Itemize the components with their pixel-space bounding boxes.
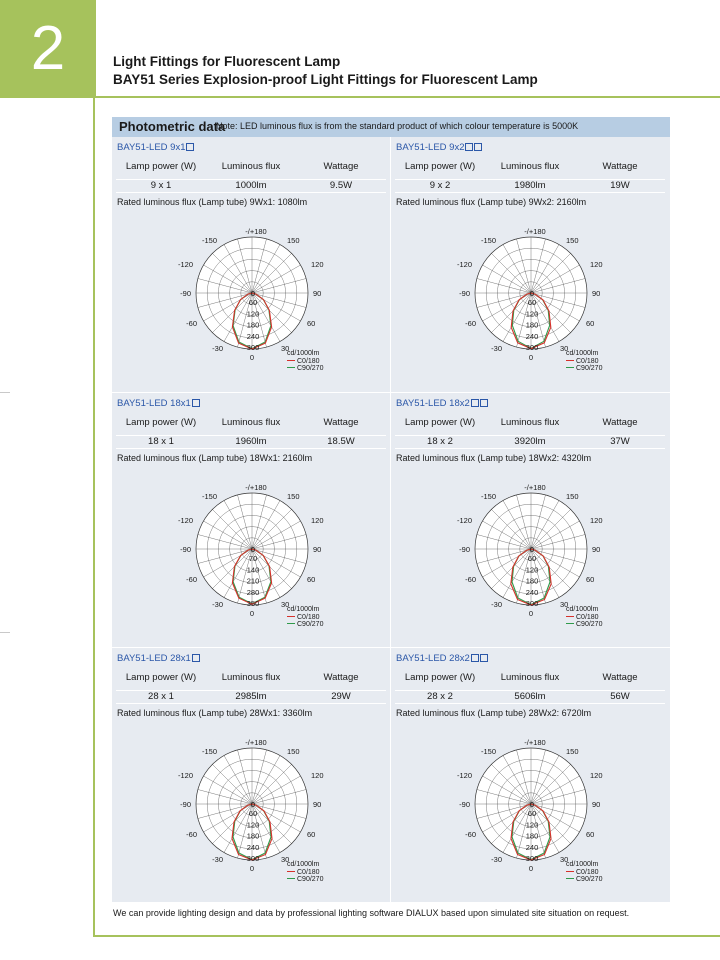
- angle-label: 150: [287, 747, 300, 756]
- angle-label: 60: [307, 830, 316, 839]
- angle-label: 90: [313, 289, 322, 298]
- col-header-wattage: Wattage: [575, 666, 665, 690]
- wattage-value: 18.5W: [296, 435, 386, 448]
- legend-label: C90/270: [297, 365, 324, 372]
- angle-label: 150: [566, 236, 579, 245]
- placeholder-box-icon: [474, 143, 482, 151]
- angle-label: -120: [456, 260, 472, 269]
- legend-item-c90: [287, 621, 323, 629]
- angle-label: 0: [528, 353, 534, 362]
- rated-flux: Rated luminous flux (Lamp tube) 9Wx1: 1080lm: [117, 197, 308, 207]
- angle-label: -120: [177, 771, 193, 780]
- ring-label: 60: [248, 809, 258, 819]
- green-line-icon: [566, 623, 574, 624]
- legend-label: C0/180: [297, 357, 320, 365]
- ring-label: 210: [246, 576, 260, 586]
- legend-unit: cd/1000lm: [287, 861, 320, 868]
- lamp-power-value: 9 x 2: [395, 179, 485, 192]
- model-label: BAY51-LED 18x2: [396, 398, 470, 409]
- legend-label: C90/270: [297, 621, 324, 628]
- legend-item-c90: [566, 621, 602, 629]
- table-row: [395, 435, 665, 448]
- table-row: [116, 179, 386, 192]
- legend-unit: cd/1000lm: [287, 606, 320, 613]
- angle-label: 60: [586, 575, 595, 584]
- angle-label: -30: [212, 344, 223, 353]
- angle-label: -150: [480, 747, 496, 756]
- legend-unit: cd/1000lm: [287, 350, 320, 357]
- ring-label: 180: [525, 320, 539, 330]
- ring-label: 300: [525, 599, 539, 608]
- ring-label: 0: [529, 289, 535, 298]
- lamp-power-value: 9 x 1: [116, 179, 206, 192]
- angle-label: 90: [313, 800, 322, 809]
- table-row: [395, 690, 665, 703]
- angle-label: 150: [566, 747, 579, 756]
- col-header-lamp-power: Lamp power (W): [116, 155, 206, 179]
- angle-label: 60: [586, 319, 595, 328]
- ring-label: 0: [250, 289, 256, 298]
- ring-label: 180: [525, 831, 539, 841]
- lamp-power-value: 28 x 1: [116, 690, 206, 703]
- green-line-icon: [287, 623, 295, 624]
- legend-label: C0/180: [576, 868, 599, 876]
- col-header-wattage: Wattage: [575, 155, 665, 179]
- angle-label: 0: [249, 609, 255, 618]
- angle-label: -60: [186, 575, 197, 584]
- angle-label: -60: [465, 830, 476, 839]
- photometric-cell: [112, 648, 390, 903]
- bottom-rule: [93, 935, 720, 937]
- angle-label: 120: [590, 260, 603, 269]
- green-line-icon: [287, 878, 295, 879]
- legend-label: C0/180: [576, 613, 599, 621]
- polar-diagram: [456, 734, 606, 876]
- col-header-lamp-power: Lamp power (W): [116, 666, 206, 690]
- angle-label: -30: [491, 344, 502, 353]
- wattage-value: 9.5W: [296, 179, 386, 192]
- ring-label: 240: [525, 587, 539, 597]
- legend-item-c90: [287, 876, 323, 884]
- table-row: [116, 435, 386, 448]
- table-row: [395, 179, 665, 192]
- luminous-flux-value: 2985lm: [206, 690, 296, 703]
- angle-label: 90: [313, 545, 322, 554]
- angle-label: -150: [201, 236, 217, 245]
- table-header-row: [116, 411, 386, 435]
- angle-label: 0: [249, 864, 255, 873]
- wattage-value: 19W: [575, 179, 665, 192]
- spec-table: [395, 666, 665, 704]
- angle-label: 0: [249, 353, 255, 362]
- ring-label: 60: [527, 809, 537, 819]
- col-header-luminous-flux: Luminous flux: [485, 155, 575, 179]
- ring-label: 0: [250, 800, 256, 809]
- lamp-power-value: 18 x 1: [116, 435, 206, 448]
- angle-label: -/+180: [245, 483, 267, 492]
- wattage-value: 37W: [575, 435, 665, 448]
- angle-label: 60: [586, 830, 595, 839]
- model-label: BAY51-LED 9x2: [396, 142, 465, 153]
- table-header-row: [395, 411, 665, 435]
- polar-diagram: [177, 479, 327, 621]
- angle-label: -60: [465, 319, 476, 328]
- ring-label: 120: [525, 309, 539, 319]
- legend-item-c90: [566, 876, 602, 884]
- angle-label: 30: [560, 344, 569, 353]
- polar-diagram: [456, 479, 606, 621]
- ring-label: 0: [250, 545, 256, 554]
- margin-mark: [0, 632, 10, 633]
- legend-unit: cd/1000lm: [566, 350, 599, 357]
- ring-label: 140: [246, 565, 260, 575]
- photometric-cell: [112, 393, 390, 648]
- model-label: BAY51-LED 18x1: [117, 398, 191, 409]
- ring-label: 300: [246, 854, 260, 863]
- angle-label: 120: [311, 516, 324, 525]
- angle-label: 120: [590, 771, 603, 780]
- table-header-row: [395, 155, 665, 179]
- angle-label: -60: [465, 575, 476, 584]
- legend-label: C0/180: [297, 868, 320, 876]
- photometric-cell: [112, 137, 390, 392]
- ring-label: 180: [525, 576, 539, 586]
- placeholder-box-icon: [471, 654, 479, 662]
- angle-label: -90: [180, 545, 191, 554]
- angle-label: -90: [180, 800, 191, 809]
- legend-item-c90: [287, 365, 323, 373]
- green-line-icon: [566, 878, 574, 879]
- angle-label: -90: [459, 545, 470, 554]
- col-header-luminous-flux: Luminous flux: [485, 411, 575, 435]
- ring-label: 240: [525, 842, 539, 852]
- angle-label: -/+180: [245, 227, 267, 236]
- spec-table: [116, 666, 386, 704]
- placeholder-box-icon: [480, 399, 488, 407]
- ring-label: 240: [246, 842, 260, 852]
- header-rule: [96, 96, 720, 98]
- angle-label: -150: [480, 236, 496, 245]
- page-title: Light Fittings for Fluorescent Lamp: [113, 54, 341, 69]
- model-name: [396, 653, 488, 664]
- angle-label: -60: [186, 830, 197, 839]
- footnote: We can provide lighting design and data by professional lighting software DIALUX based upon simulated site situation on request.: [113, 908, 630, 918]
- angle-label: 120: [311, 260, 324, 269]
- spec-table: [395, 155, 665, 193]
- lamp-power-value: 28 x 2: [395, 690, 485, 703]
- angle-label: -30: [212, 855, 223, 864]
- chapter-tab: [0, 0, 96, 98]
- ring-label: 60: [527, 298, 537, 308]
- ring-label: 120: [246, 309, 260, 319]
- col-header-lamp-power: Lamp power (W): [116, 411, 206, 435]
- angle-label: 90: [592, 800, 601, 809]
- angle-label: 90: [592, 289, 601, 298]
- legend-label: C90/270: [576, 621, 603, 628]
- angle-label: 60: [307, 319, 316, 328]
- angle-label: -120: [456, 771, 472, 780]
- ring-label: 240: [246, 331, 260, 341]
- angle-label: -30: [491, 600, 502, 609]
- ring-label: 0: [529, 545, 535, 554]
- model-label: BAY51-LED 9x1: [117, 142, 186, 153]
- model-name: [396, 142, 482, 153]
- angle-label: 30: [281, 344, 290, 353]
- col-header-wattage: Wattage: [575, 411, 665, 435]
- legend-unit: cd/1000lm: [566, 861, 599, 868]
- angle-label: 0: [528, 609, 534, 618]
- ring-label: 180: [246, 831, 260, 841]
- ring-label: 240: [525, 331, 539, 341]
- rated-flux: Rated luminous flux (Lamp tube) 9Wx2: 2160lm: [396, 197, 587, 207]
- legend-unit: cd/1000lm: [566, 606, 599, 613]
- model-label: BAY51-LED 28x1: [117, 653, 191, 664]
- angle-label: -/+180: [524, 738, 546, 747]
- photometric-cell: [391, 137, 669, 392]
- col-header-wattage: Wattage: [296, 155, 386, 179]
- table-header-row: [116, 666, 386, 690]
- ring-label: 60: [527, 554, 537, 564]
- polar-diagram: [456, 223, 606, 365]
- angle-label: -60: [186, 319, 197, 328]
- angle-label: 0: [528, 864, 534, 873]
- angle-label: -30: [491, 855, 502, 864]
- angle-label: 120: [590, 516, 603, 525]
- angle-label: 60: [307, 575, 316, 584]
- rated-flux: Rated luminous flux (Lamp tube) 28Wx2: 6720lm: [396, 708, 592, 718]
- photometric-panel: [112, 117, 670, 902]
- section-title: Photometric data: [119, 119, 226, 134]
- angle-label: -120: [177, 260, 193, 269]
- legend-label: C90/270: [576, 876, 603, 883]
- angle-label: 120: [311, 771, 324, 780]
- margin-mark: [0, 392, 10, 393]
- photometric-cell: [391, 648, 669, 903]
- polar-diagram: [177, 734, 327, 876]
- angle-label: -/+180: [245, 738, 267, 747]
- angle-label: -120: [456, 516, 472, 525]
- page-subtitle: BAY51 Series Explosion-proof Light Fittings for Fluorescent Lamp: [113, 72, 538, 87]
- legend-label: C90/270: [576, 365, 603, 372]
- wattage-value: 29W: [296, 690, 386, 703]
- placeholder-box-icon: [186, 143, 194, 151]
- col-header-lamp-power: Lamp power (W): [395, 411, 485, 435]
- ring-label: 120: [525, 820, 539, 830]
- rated-flux: Rated luminous flux (Lamp tube) 18Wx2: 4320lm: [396, 453, 592, 463]
- ring-label: 120: [246, 820, 260, 830]
- placeholder-box-icon: [192, 654, 200, 662]
- angle-label: -/+180: [524, 483, 546, 492]
- angle-label: 30: [281, 855, 290, 864]
- luminous-flux-value: 5606lm: [485, 690, 575, 703]
- col-header-luminous-flux: Luminous flux: [485, 666, 575, 690]
- ring-label: 300: [246, 343, 260, 352]
- polar-diagram: [177, 223, 327, 365]
- col-header-lamp-power: Lamp power (W): [395, 666, 485, 690]
- legend-item-c90: [566, 365, 602, 373]
- angle-label: -120: [177, 516, 193, 525]
- col-header-lamp-power: Lamp power (W): [395, 155, 485, 179]
- luminous-flux-value: 1000lm: [206, 179, 296, 192]
- col-header-luminous-flux: Luminous flux: [206, 666, 296, 690]
- model-label: BAY51-LED 28x2: [396, 653, 470, 664]
- spec-table: [116, 411, 386, 449]
- luminous-flux-value: 1960lm: [206, 435, 296, 448]
- section-note: Note: LED luminous flux is from the standard product of which colour temperature is 5000K: [216, 121, 579, 131]
- angle-label: 30: [560, 600, 569, 609]
- angle-label: 90: [592, 545, 601, 554]
- model-name: [117, 142, 194, 153]
- ring-label: 70: [248, 554, 258, 564]
- wattage-value: 56W: [575, 690, 665, 703]
- angle-label: -30: [212, 600, 223, 609]
- ring-label: 180: [246, 320, 260, 330]
- angle-label: 150: [287, 236, 300, 245]
- model-name: [396, 398, 488, 409]
- table-row: [116, 690, 386, 703]
- angle-label: -/+180: [524, 227, 546, 236]
- ring-label: 280: [246, 587, 260, 597]
- panel-header: [112, 117, 670, 137]
- model-name: [117, 653, 200, 664]
- rated-flux: Rated luminous flux (Lamp tube) 18Wx1: 2160lm: [117, 453, 313, 463]
- chapter-number: 2: [30, 14, 66, 83]
- col-header-wattage: Wattage: [296, 411, 386, 435]
- legend-label: C0/180: [297, 613, 320, 621]
- ring-label: 300: [525, 343, 539, 352]
- placeholder-box-icon: [465, 143, 473, 151]
- angle-label: -90: [459, 289, 470, 298]
- lamp-power-value: 18 x 2: [395, 435, 485, 448]
- luminous-flux-value: 3920lm: [485, 435, 575, 448]
- photometric-cell: [391, 393, 669, 648]
- table-header-row: [116, 155, 386, 179]
- angle-label: -150: [201, 747, 217, 756]
- angle-label: -90: [459, 800, 470, 809]
- angle-label: -90: [180, 289, 191, 298]
- green-line-icon: [566, 367, 574, 368]
- spec-table: [395, 411, 665, 449]
- ring-label: 120: [525, 565, 539, 575]
- luminous-flux-value: 1980lm: [485, 179, 575, 192]
- angle-label: -150: [480, 492, 496, 501]
- col-header-wattage: Wattage: [296, 666, 386, 690]
- legend-label: C90/270: [297, 876, 324, 883]
- left-rail: [93, 98, 95, 936]
- model-name: [117, 398, 200, 409]
- placeholder-box-icon: [480, 654, 488, 662]
- placeholder-box-icon: [471, 399, 479, 407]
- rated-flux: Rated luminous flux (Lamp tube) 28Wx1: 3360lm: [117, 708, 313, 718]
- angle-label: 30: [560, 855, 569, 864]
- green-line-icon: [287, 367, 295, 368]
- angle-label: 150: [566, 492, 579, 501]
- angle-label: 30: [281, 600, 290, 609]
- col-header-luminous-flux: Luminous flux: [206, 155, 296, 179]
- ring-label: 350: [246, 599, 260, 608]
- table-header-row: [395, 666, 665, 690]
- angle-label: 150: [287, 492, 300, 501]
- col-header-luminous-flux: Luminous flux: [206, 411, 296, 435]
- ring-label: 0: [529, 800, 535, 809]
- ring-label: 60: [248, 298, 258, 308]
- legend-label: C0/180: [576, 357, 599, 365]
- ring-label: 300: [525, 854, 539, 863]
- placeholder-box-icon: [192, 399, 200, 407]
- spec-table: [116, 155, 386, 193]
- angle-label: -150: [201, 492, 217, 501]
